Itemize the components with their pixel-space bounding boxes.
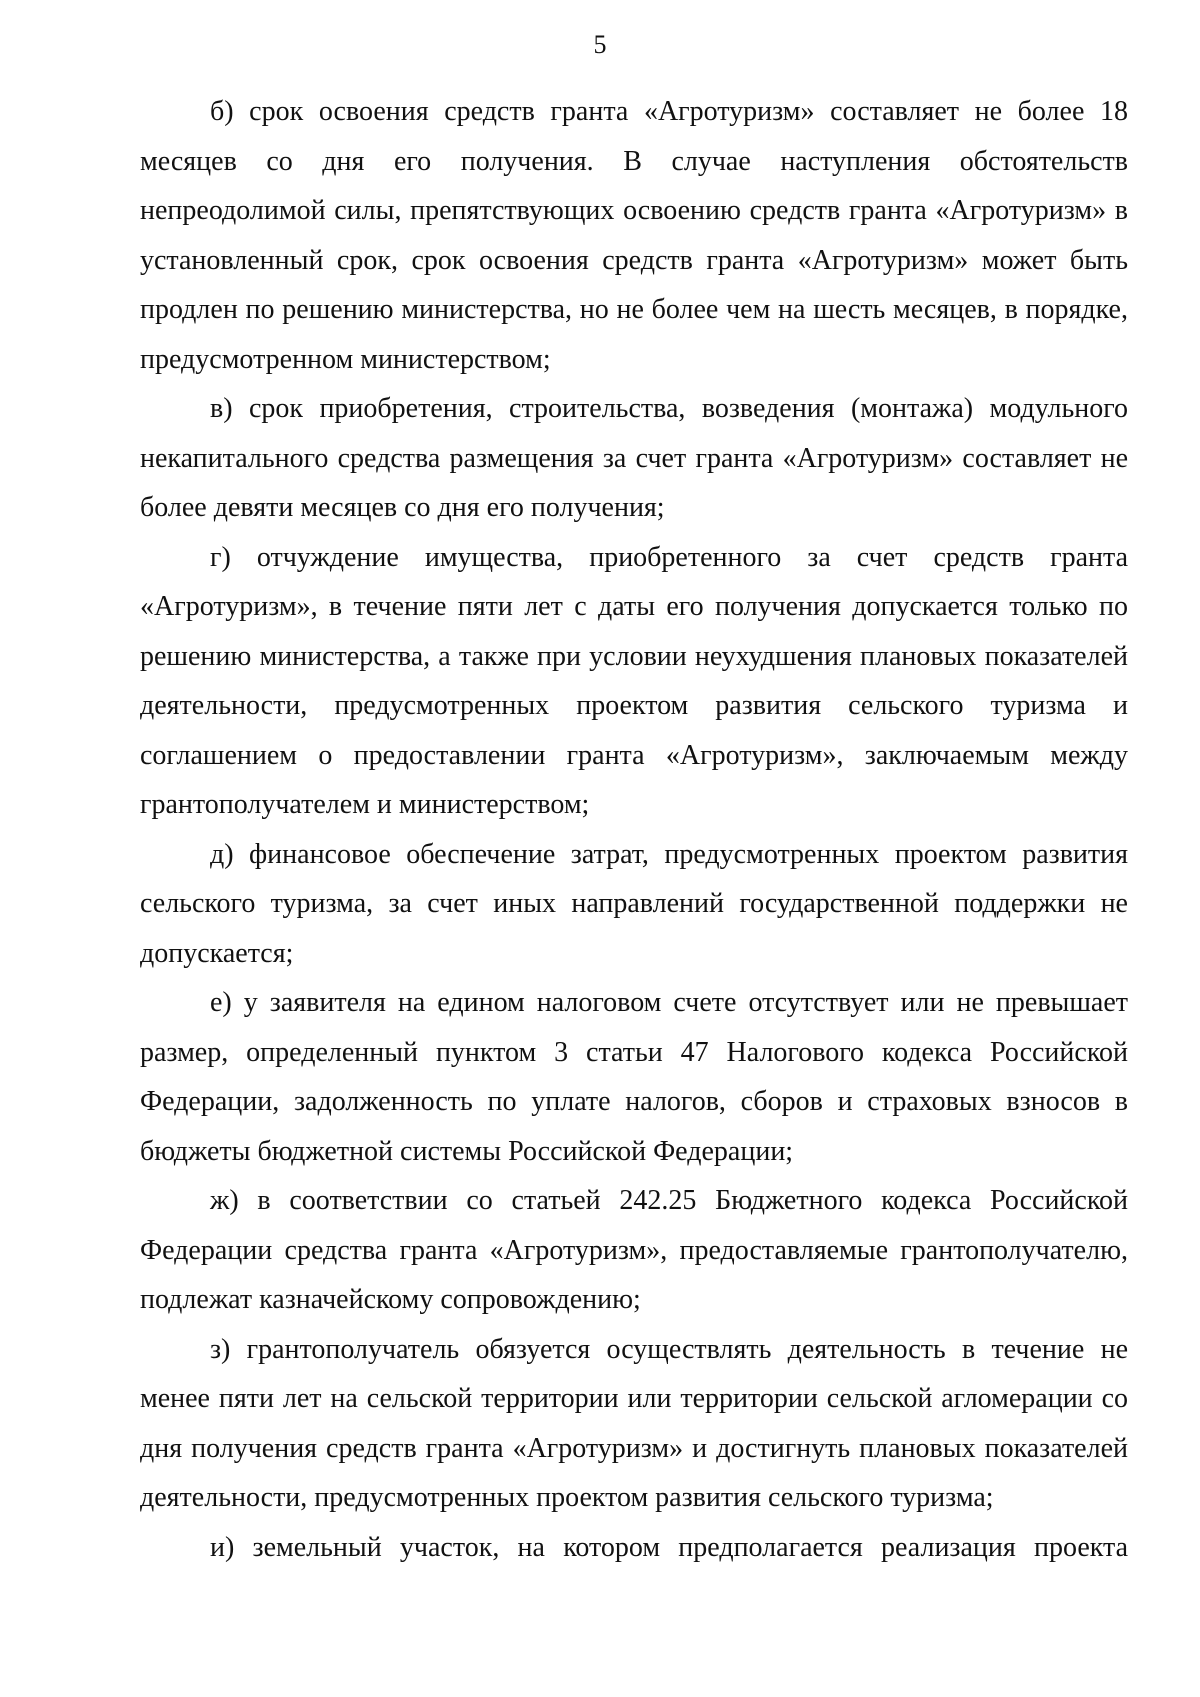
paragraph-i: и) земельный участок, на котором предполагается реализация проекта	[210, 1531, 1128, 1563]
paragraph-zh: ж) в соответствии со статьей 242.25 Бюджетного кодекса Российской Федерации средства гранта «Агротуризм», предоставляемые грантополучателю, подлежат казначейскому сопровождению;	[140, 1185, 1128, 1315]
paragraph-g: г) отчуждение имущества, приобретенного за счет средств гранта «Агротуризм», в течение пяти лет с даты его получения допускается только по решению министерства, а также при условии неухудшения плановых показателей деятельности, предусмотренных проектом развития сельского туризма и соглашением о предоставлении гранта «Агротуризм», заключаемым между грантополучателем и министерством;	[140, 541, 1128, 820]
document-body	[140, 87, 1128, 1572]
paragraph-d: д) финансовое обеспечение затрат, предусмотренных проектом развития сельского туризма, за счет иных направлений государственной поддержки не допускается;	[140, 838, 1128, 969]
paragraph-v: в) срок приобретения, строительства, возведения (монтажа) модульного некапитального средства размещения за счет гранта «Агротуризм» составляет не более девяти месяцев со дня его получения;	[140, 393, 1128, 523]
paragraph-z: з) грантополучатель обязуется осуществлять деятельность в течение не менее пяти лет на сельской территории или территории сельской агломерации со дня получения средств гранта «Агротуризм» и достигнуть плановых показателей деятельности, предусмотренных проектом развития сельского туризма;	[140, 1333, 1128, 1513]
page-number: 5	[593, 30, 607, 59]
paragraph-e: е) у заявителя на едином налоговом счете отсутствует или не превышает размер, определенный пунктом 3 статьи 47 Налогового кодекса Российской Федерации, задолженность по уплате налогов, сборов и страховых взносов в бюджеты бюджетной системы Российской Федерации;	[140, 987, 1128, 1167]
paragraph-b: б) срок освоения средств гранта «Агротуризм» составляет не более 18 месяцев со дня его получения. В случае наступления обстоятельств непреодолимой силы, препятствующих освоению средств гранта «Агротуризм» в установленный срок, срок освоения средств гранта «Агротуризм» может быть продлен по решению министерства, но не более чем на шесть месяцев, в порядке, предусмотренном министерством;	[140, 96, 1128, 375]
